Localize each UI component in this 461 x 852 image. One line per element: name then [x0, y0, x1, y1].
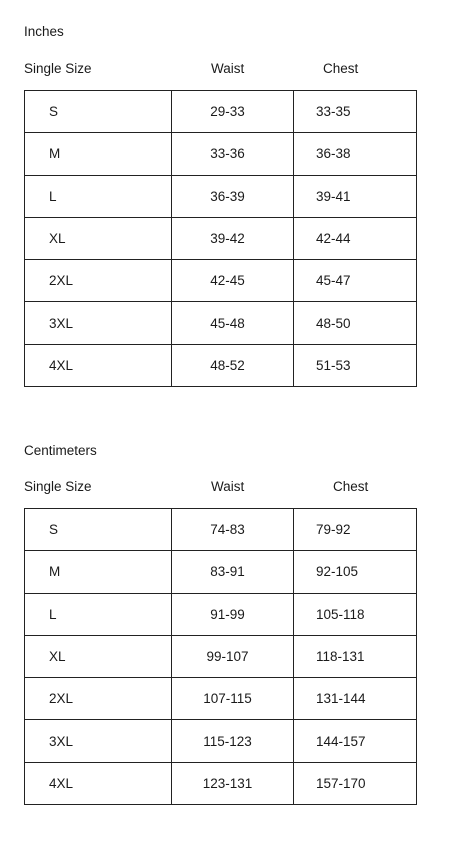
centimeters-size-table	[24, 508, 417, 805]
inches-waist-cell: 39-42	[172, 217, 294, 259]
centimeters-header-chest: Chest	[333, 479, 369, 494]
inches-chest-cell: 33-35	[294, 91, 417, 133]
inches-table-row	[25, 260, 417, 302]
inches-size-cell: M	[25, 133, 172, 175]
inches-header-waist: Waist	[211, 61, 245, 76]
centimeters-waist-cell: 123-131	[172, 762, 294, 804]
centimeters-size-cell: S	[25, 509, 172, 551]
centimeters-waist-cell: 74-83	[172, 509, 294, 551]
centimeters-waist-cell: 115-123	[172, 720, 294, 762]
centimeters-table-row	[25, 720, 417, 762]
centimeters-waist-cell: 99-107	[172, 635, 294, 677]
inches-header-row	[0, 61, 461, 81]
centimeters-table-row	[25, 762, 417, 804]
inches-size-cell: 3XL	[25, 302, 172, 344]
centimeters-size-cell: L	[25, 593, 172, 635]
centimeters-section-title: Centimeters	[24, 443, 97, 458]
centimeters-waist-cell: 83-91	[172, 551, 294, 593]
inches-size-cell: L	[25, 175, 172, 217]
centimeters-table-row	[25, 635, 417, 677]
centimeters-chest-cell: 131-144	[294, 678, 417, 720]
inches-size-cell: 4XL	[25, 344, 172, 386]
centimeters-chest-cell: 118-131	[294, 635, 417, 677]
centimeters-header-size: Single Size	[24, 479, 92, 494]
inches-section-title: Inches	[24, 24, 64, 39]
centimeters-size-cell: XL	[25, 635, 172, 677]
centimeters-table-row	[25, 593, 417, 635]
inches-chest-cell: 45-47	[294, 260, 417, 302]
inches-table-row	[25, 344, 417, 386]
inches-table-row	[25, 217, 417, 259]
centimeters-chest-cell: 144-157	[294, 720, 417, 762]
inches-table-row	[25, 133, 417, 175]
inches-waist-cell: 48-52	[172, 344, 294, 386]
centimeters-size-cell: 3XL	[25, 720, 172, 762]
inches-waist-cell: 45-48	[172, 302, 294, 344]
centimeters-chest-cell: 157-170	[294, 762, 417, 804]
inches-waist-cell: 33-36	[172, 133, 294, 175]
inches-size-cell: XL	[25, 217, 172, 259]
inches-header-chest: Chest	[323, 61, 359, 76]
inches-table-row	[25, 91, 417, 133]
centimeters-size-cell: M	[25, 551, 172, 593]
inches-table-row	[25, 175, 417, 217]
inches-size-cell: S	[25, 91, 172, 133]
centimeters-waist-cell: 107-115	[172, 678, 294, 720]
centimeters-table-row	[25, 551, 417, 593]
centimeters-size-cell: 4XL	[25, 762, 172, 804]
inches-waist-cell: 29-33	[172, 91, 294, 133]
centimeters-size-cell: 2XL	[25, 678, 172, 720]
inches-waist-cell: 42-45	[172, 260, 294, 302]
inches-chest-cell: 39-41	[294, 175, 417, 217]
centimeters-chest-cell: 105-118	[294, 593, 417, 635]
centimeters-table-row	[25, 678, 417, 720]
inches-size-table	[24, 90, 417, 387]
centimeters-header-waist: Waist	[211, 479, 245, 494]
inches-header-size: Single Size	[24, 61, 92, 76]
inches-chest-cell: 42-44	[294, 217, 417, 259]
inches-table-row	[25, 302, 417, 344]
centimeters-header-row	[0, 479, 461, 499]
inches-size-cell: 2XL	[25, 260, 172, 302]
inches-chest-cell: 48-50	[294, 302, 417, 344]
centimeters-waist-cell: 91-99	[172, 593, 294, 635]
centimeters-chest-cell: 92-105	[294, 551, 417, 593]
centimeters-chest-cell: 79-92	[294, 509, 417, 551]
centimeters-table-row	[25, 509, 417, 551]
inches-waist-cell: 36-39	[172, 175, 294, 217]
inches-chest-cell: 51-53	[294, 344, 417, 386]
inches-chest-cell: 36-38	[294, 133, 417, 175]
